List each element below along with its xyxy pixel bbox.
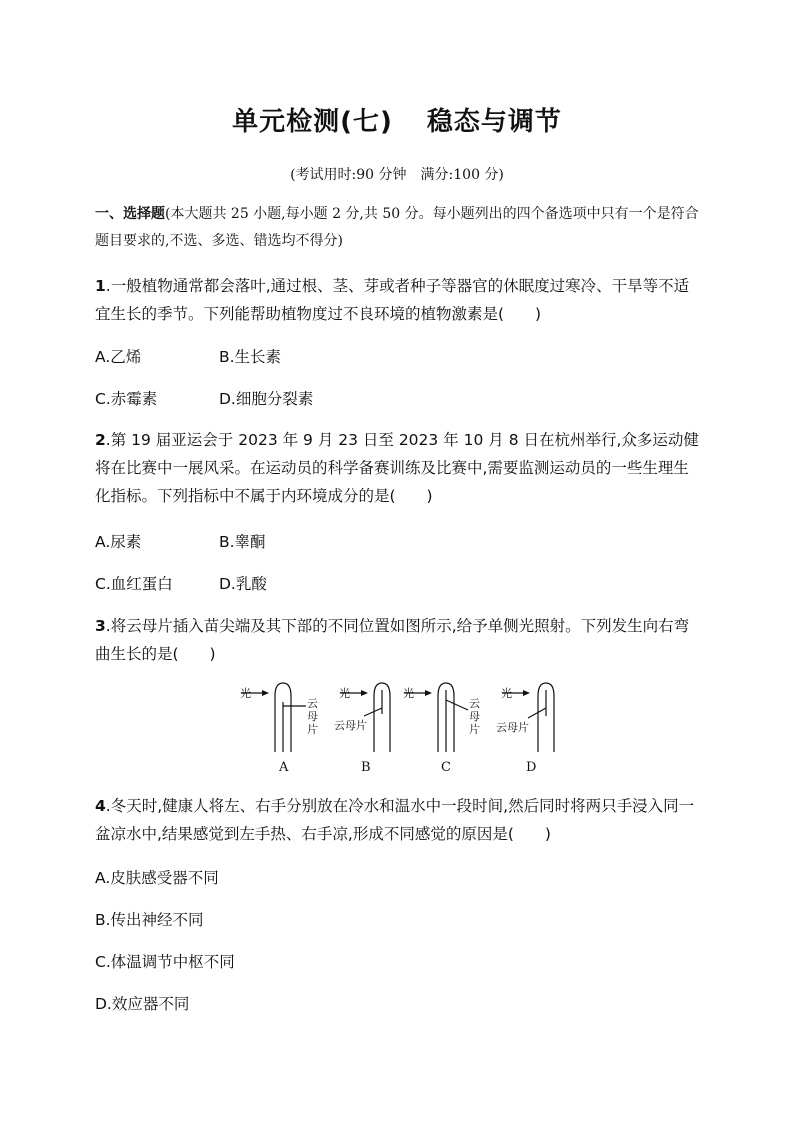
option-a: A.皮肤感受器不同 <box>95 869 219 887</box>
option-b: B.传出神经不同 <box>95 911 204 929</box>
section-instructions <box>95 201 705 255</box>
question-number: 1 <box>95 277 106 295</box>
mica-label-vertical: 云母片 <box>469 697 480 736</box>
option-c: C.血红蛋白 <box>95 575 173 593</box>
option-a: A.乙烯 <box>95 348 142 366</box>
panel-label-a: A <box>279 760 289 775</box>
option-d: D.细胞分裂素 <box>219 390 314 408</box>
light-label: 光 <box>501 687 512 700</box>
option-d: D.乳酸 <box>219 575 267 593</box>
option-a: A.尿素 <box>95 533 142 551</box>
question-2 <box>95 426 700 510</box>
section-text: (本大题共 25 小题,每小题 2 分,共 50 分。每小题列出的四个备选项中只有一个是符合题目要求的,不选、多选、错选均不得分) <box>95 206 699 249</box>
question-number: 3 <box>95 617 106 635</box>
option-c: C.体温调节中枢不同 <box>95 953 235 971</box>
option-b: B.睾酮 <box>219 533 266 551</box>
option-c: C.赤霉素 <box>95 390 158 408</box>
panel-label-b: B <box>361 760 371 775</box>
mica-label: 云母片 <box>496 721 529 734</box>
mica-label: 云母片 <box>334 719 367 732</box>
question-stem: .第 19 届亚运会于 2023 年 9 月 23 日至 2023 年 10 月 8 日在杭州举行,众多运动健将在比赛中一展风采。在运动员的科学备赛训练及比赛中,需要监测运动员的一些生理生化指标。下列指标中不属于内环境成分的是( ) <box>95 431 699 505</box>
question-stem: .将云母片插入苗尖端及其下部的不同位置如图所示,给予单侧光照射。下列发生向右弯曲生长的是( ) <box>95 617 690 663</box>
light-label: 光 <box>240 687 251 700</box>
light-label: 光 <box>339 687 350 700</box>
question-stem: .冬天时,健康人将左、右手分别放在冷水和温水中一段时间,然后同时将两只手浸入同一盆凉水中,结果感觉到左手热、右手凉,形成不同感觉的原因是( ) <box>95 797 695 843</box>
question-stem: .一般植物通常都会落叶,通过根、茎、芽或者种子等器官的休眠度过寒冷、干旱等不适宜生长的季节。下列能帮助植物度过不良环境的植物激素是( ) <box>95 277 690 323</box>
option-d: D.效应器不同 <box>95 995 190 1013</box>
question-number: 2 <box>95 431 106 449</box>
page-title <box>0 101 794 138</box>
title-right: 稳态与调节 <box>426 107 562 137</box>
question-number: 4 <box>95 797 106 815</box>
light-label: 光 <box>403 687 414 700</box>
section-heading: 一、选择题 <box>95 206 165 222</box>
coleoptile-figure <box>236 678 576 778</box>
panel-label-c: C <box>441 760 451 775</box>
question-3 <box>95 612 700 668</box>
option-b: B.生长素 <box>219 348 282 366</box>
title-left: 单元检测(七) <box>232 107 393 137</box>
exam-info: (考试用时:90 分钟 满分:100 分) <box>290 167 504 183</box>
question-1 <box>95 272 700 328</box>
question-4 <box>95 792 700 848</box>
mica-label-vertical: 云母片 <box>307 697 318 736</box>
panel-label-d: D <box>526 760 537 775</box>
